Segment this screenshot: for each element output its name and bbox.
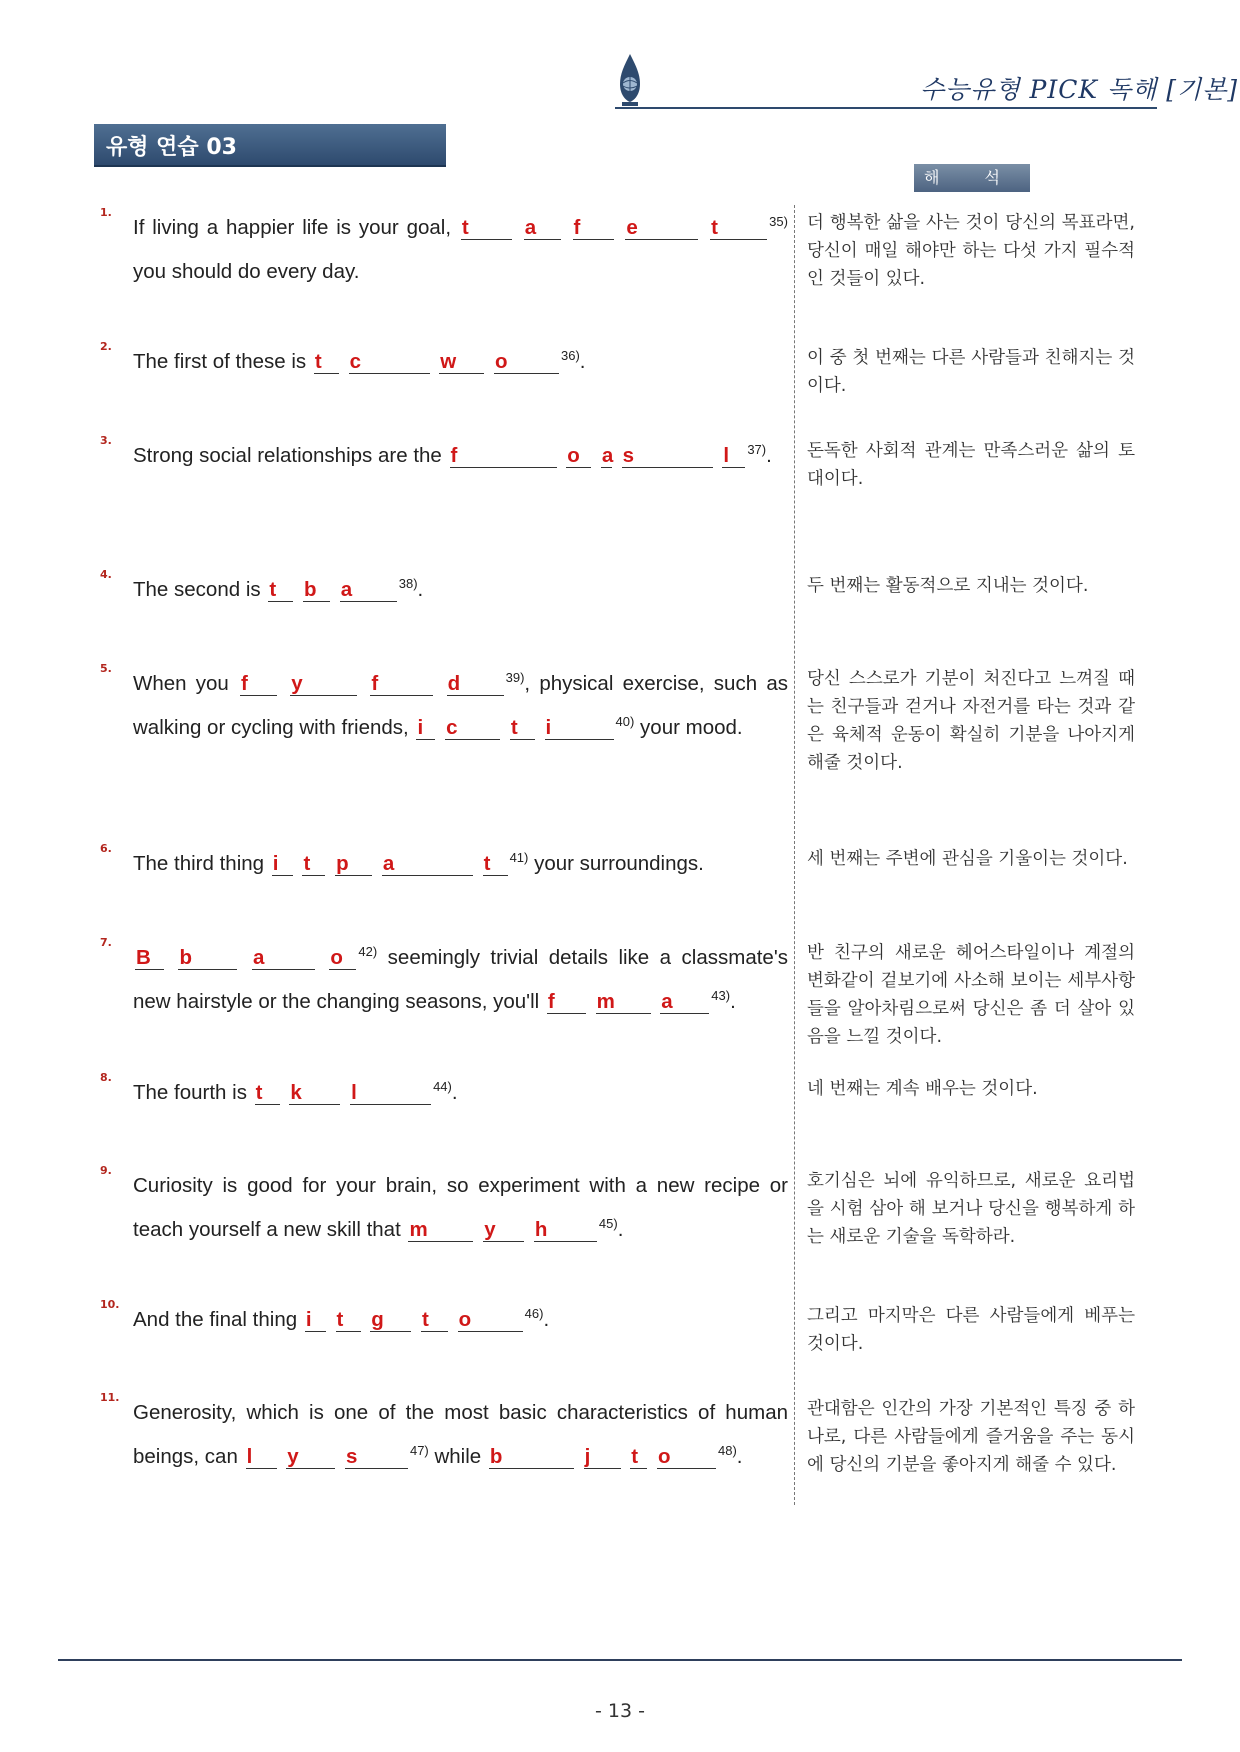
blank-answer[interactable]: l (246, 1446, 277, 1469)
blank-answer[interactable]: m (408, 1219, 473, 1242)
sentence-text: When you (133, 672, 229, 695)
blank-answer[interactable]: B (135, 947, 164, 970)
item-number: 9. (100, 1164, 112, 1177)
reference-number: 43) (711, 988, 731, 1004)
korean-translation-2: 이 중 첫 번째는 다른 사람들과 친해지는 것이다. (807, 348, 1135, 396)
blank-answer[interactable]: b (303, 579, 330, 602)
blank-answer[interactable]: j (584, 1446, 621, 1469)
sentence-text: If living a happier life is your goal, (133, 216, 452, 239)
korean-translation-9: 호기심은 뇌에 유익하므로, 새로운 요리법을 시험 삼아 해 보거나 당신을 행복하게 하는 새로운 기술을 독학하라. (807, 1171, 1135, 1247)
sentence-text: The fourth is (133, 1081, 247, 1104)
blank-answer[interactable]: t (510, 717, 535, 740)
blank-answer[interactable]: k (289, 1082, 340, 1105)
reference-number: 42) (358, 944, 378, 960)
blank-answer[interactable]: s (622, 445, 713, 468)
blank-answer[interactable]: y (483, 1219, 524, 1242)
section-banner (94, 124, 446, 167)
korean-translation-1: 더 행복한 삶을 사는 것이 당신의 목표라면, 당신이 매일 해야만 하는 다섯 가지 필수적인 것들이 있다. (807, 213, 1135, 289)
reference-number: 44) (433, 1079, 452, 1095)
item-number: 2. (100, 340, 112, 353)
sentence-text: . (617, 1218, 624, 1241)
blank-answer[interactable]: a (524, 217, 561, 240)
item-number: 5. (100, 662, 112, 675)
english-sentence (133, 662, 788, 750)
blank-answer[interactable]: w (439, 351, 484, 374)
column-divider (794, 205, 795, 1505)
blank-answer[interactable]: l (350, 1082, 431, 1105)
item-number: 7. (100, 936, 112, 949)
blank-answer[interactable]: a (252, 947, 315, 970)
sentence-text: , physical exercise, such as walking or cycling with friends, (133, 672, 788, 739)
english-sentence (133, 434, 788, 478)
blank-answer[interactable]: o (494, 351, 559, 374)
blank-answer[interactable]: a (382, 853, 473, 876)
page-number: - 13 - (595, 1700, 645, 1722)
section-title: 유형 연습 03 (106, 135, 237, 160)
blank-answer[interactable]: t (255, 1082, 280, 1105)
english-sentence (133, 340, 788, 384)
reference-number: 36) (561, 348, 580, 364)
reference-number: 46) (524, 1306, 544, 1322)
header-title: 수능유형 PICK 독해 [기본] (920, 75, 1239, 104)
blank-answer[interactable]: f (240, 673, 277, 696)
sentence-text: . (417, 578, 424, 601)
blank-answer[interactable]: t (421, 1309, 448, 1332)
blank-answer[interactable]: d (447, 673, 504, 696)
sentence-text: Generosity, which is one of the most basic characteristics of human beings, can (133, 1401, 788, 1468)
korean-translation-7: 반 친구의 새로운 헤어스타일이나 계절의 변화같이 겉보기에 사소해 보이는 세부사항들을 알아차림으로써 당신은 좀 더 살아 있음을 느낄 것이다. (807, 943, 1135, 1047)
sentence-text: your mood. (640, 716, 743, 739)
reference-number: 39) (505, 670, 525, 686)
english-sentence (133, 1298, 788, 1342)
blank-answer[interactable]: i (272, 853, 293, 876)
blank-answer[interactable]: t (461, 217, 512, 240)
reference-number: 37) (747, 442, 767, 458)
blank-answer[interactable]: t (710, 217, 767, 240)
sentence-text: . (766, 444, 772, 467)
blank-answer[interactable]: s (345, 1446, 408, 1469)
blank-answer[interactable]: y (290, 673, 357, 696)
sentence-text: The first of these is (133, 350, 307, 373)
translation-badge: 해 석 (914, 164, 1030, 192)
blank-answer[interactable]: e (625, 217, 698, 240)
sentence-text: . (543, 1308, 550, 1331)
sentence-text: . (579, 350, 586, 373)
english-sentence (133, 842, 788, 886)
blank-answer[interactable]: o (657, 1446, 716, 1469)
blank-answer[interactable]: b (489, 1446, 574, 1469)
korean-translation-6: 세 번째는 주변에 관심을 기울이는 것이다. (807, 849, 1128, 869)
reference-number: 48) (718, 1443, 737, 1459)
blank-answer[interactable]: t (336, 1309, 361, 1332)
sentence-text: seemingly trivial details like a classmate's new hairstyle or the changing seasons, you'll (133, 946, 788, 1013)
sentence-text: . (451, 1081, 458, 1104)
blank-answer[interactable]: f (370, 673, 433, 696)
blank-answer[interactable]: l (722, 445, 745, 468)
reference-number: 45) (598, 1216, 618, 1232)
blank-answer[interactable]: t (268, 579, 293, 602)
korean-translation-8: 네 번째는 계속 배우는 것이다. (807, 1079, 1038, 1099)
sentence-text: Curiosity is good for your brain, so experiment with a new recipe or teach yourself a new skill that (133, 1174, 788, 1241)
korean-translation-10: 그리고 마지막은 다른 사람들에게 베푸는 것이다. (807, 1306, 1135, 1354)
blank-answer[interactable]: o (566, 445, 591, 468)
sentence-text: The second is (133, 578, 261, 601)
blank-answer[interactable]: t (483, 853, 508, 876)
english-sentence (133, 1071, 788, 1115)
korean-translation-3: 돈독한 사회적 관계는 만족스러운 삶의 토대이다. (807, 441, 1135, 489)
blank-answer[interactable]: t (314, 351, 339, 374)
reference-number: 35) (769, 214, 788, 230)
blank-answer[interactable]: t (630, 1446, 647, 1469)
reference-number: 38) (398, 576, 418, 592)
blank-answer[interactable]: c (445, 717, 500, 740)
item-number: 11. (100, 1391, 120, 1404)
blank-answer[interactable]: m (596, 991, 651, 1014)
blank-answer[interactable]: f (450, 445, 557, 468)
blank-answer[interactable]: p (335, 853, 372, 876)
pen-nib-logo-icon (612, 52, 648, 108)
blank-answer[interactable]: h (534, 1219, 597, 1242)
english-sentence (133, 1391, 788, 1479)
blank-answer[interactable]: o (329, 947, 356, 970)
sentence-text: And the final thing (133, 1308, 298, 1331)
blank-answer[interactable]: i (416, 717, 435, 740)
english-sentence (133, 568, 788, 612)
sentence-text: while (434, 1445, 482, 1468)
blank-answer[interactable]: a (601, 444, 614, 467)
reference-number: 47) (409, 1443, 429, 1459)
blank-answer[interactable]: f (547, 991, 586, 1014)
english-sentence (133, 206, 788, 294)
blank-answer[interactable]: t (302, 853, 325, 876)
blank-answer[interactable]: o (458, 1309, 523, 1332)
blank-answer[interactable]: g (370, 1309, 411, 1332)
blank-answer[interactable]: a (660, 991, 709, 1014)
blank-answer[interactable]: a (340, 579, 397, 602)
reference-number: 41) (509, 850, 529, 866)
item-number: 4. (100, 568, 112, 581)
korean-translation-11: 관대함은 인간의 가장 기본적인 특징 중 하나로, 다른 사람들에게 즐거움을 주는 동시에 당신의 기분을 좋아지게 해줄 수 있다. (807, 1399, 1135, 1475)
item-number: 3. (100, 434, 112, 447)
header-rule (615, 107, 1157, 109)
blank-answer[interactable]: i (545, 717, 614, 740)
footer-rule (58, 1659, 1182, 1661)
sentence-text: . (730, 990, 736, 1013)
item-number: 6. (100, 842, 112, 855)
sentence-text: your surroundings. (534, 852, 704, 875)
blank-answer[interactable]: b (178, 947, 237, 970)
blank-answer[interactable]: i (305, 1309, 326, 1332)
english-sentence (133, 936, 788, 1024)
blank-answer[interactable]: y (286, 1446, 335, 1469)
korean-translation-4: 두 번째는 활동적으로 지내는 것이다. (807, 576, 1089, 596)
reference-number: 40) (615, 714, 635, 730)
sentence-text: Strong social relationships are the (133, 444, 442, 467)
item-number: 1. (100, 206, 112, 219)
blank-answer[interactable]: c (349, 351, 430, 374)
item-number: 10. (100, 1298, 120, 1311)
sentence-text: The third thing (133, 852, 265, 875)
sentence-text: you should do every day. (133, 260, 360, 283)
sentence-text: . (736, 1445, 743, 1468)
item-number: 8. (100, 1071, 112, 1084)
korean-translation-5: 당신 스스로가 기분이 처진다고 느껴질 때는 친구들과 걷거나 자전거를 타는 것과 같은 육체적 운동이 확실히 기분을 나아지게 해줄 것이다. (807, 669, 1135, 773)
blank-answer[interactable]: f (573, 217, 614, 240)
english-sentence (133, 1164, 788, 1252)
